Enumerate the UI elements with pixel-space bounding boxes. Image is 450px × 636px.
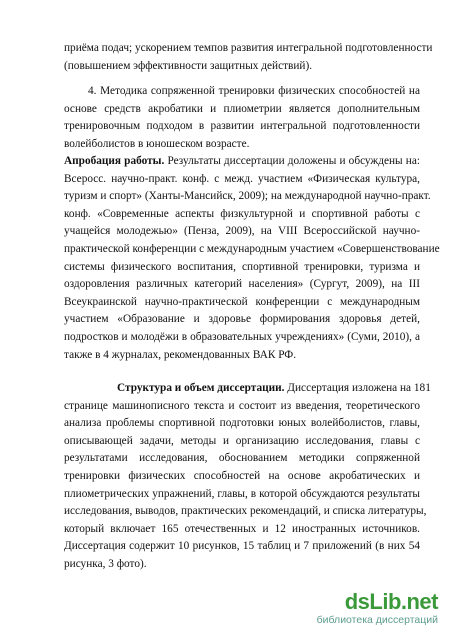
line-text: описывающей задачи, методы и организацию исследования, главы с — [64, 434, 420, 447]
text-line — [64, 153, 420, 171]
line-text: анализа проблемы спортивной подготовки юных волейболистов, главы, — [64, 417, 420, 430]
text-line — [64, 433, 420, 451]
text-line — [64, 118, 420, 136]
text-line — [64, 329, 420, 347]
paragraph-item4 — [64, 83, 420, 153]
line-text: также в 4 журналах, рекомендованных ВАК РФ. — [64, 348, 297, 361]
text-line — [64, 415, 420, 433]
line-text: плиометрических упражнений, главы, в которой обсуждаются результаты — [64, 487, 420, 500]
text-line — [64, 259, 420, 277]
text-line — [64, 206, 420, 224]
text-line — [64, 83, 420, 101]
bold-lead: Структура и объем диссертации. — [117, 382, 285, 394]
line-text: волейболистов в юношеском возрасте. — [64, 137, 250, 150]
line-text: исследования, выводов, практических рекомендаций, и списка литературы, — [64, 505, 427, 518]
line-text: результатами исследования, обоснованием методики сопряженной — [64, 452, 420, 465]
text-line — [64, 276, 420, 294]
text-line — [64, 101, 420, 119]
line-text: тренировки физических способностей на основе акробатических и — [64, 469, 420, 482]
text-line — [64, 450, 420, 468]
line-text: Результаты диссертации доложены и обсуждены на: — [164, 155, 420, 167]
paragraph-approbation — [64, 153, 440, 364]
line-text: подростков и молодёжи в образовательных учреждениях» (Суми, 2010), а — [64, 330, 420, 343]
line-text: системы физического воспитания, спортивной тренировки, туризма и — [64, 260, 420, 273]
text-line — [64, 380, 431, 398]
watermark — [317, 591, 438, 627]
text-line — [64, 136, 420, 154]
text-line — [64, 171, 420, 189]
line-text: (повышением эффективности защитных действий). — [64, 59, 313, 72]
text-line — [64, 347, 420, 365]
paragraph-top — [64, 40, 433, 75]
text-line — [64, 58, 420, 76]
text-line — [64, 241, 440, 259]
line-text: участием «Образование и здоровье формирования здоровья детей, — [64, 313, 420, 326]
line-text: туризм и спорт» (Ханты-Мансийск, 2009); на международной научно-практ. — [64, 190, 431, 203]
line-text: Всеросс. научно-практ. конф. с межд. участием «Физическая культура, — [64, 172, 420, 185]
text-line — [64, 486, 420, 504]
line-text: конф. «Современные аспекты физкультурной и спортивной работы с — [64, 207, 420, 220]
line-text: который включает 165 отечественных и 12 иностранных источников. — [64, 522, 420, 535]
text-line — [64, 398, 420, 416]
watermark-subtitle: библиотека диссертаций — [316, 614, 438, 626]
text-line — [64, 556, 420, 574]
line-text: Всеукраинской научно-практической конференции с международным — [64, 295, 420, 308]
line-text: рисунка, 3 фото). — [64, 557, 147, 570]
text-line — [64, 538, 420, 556]
line-text: приёма подач; ускорением темпов развития интегральной подготовленности — [64, 42, 433, 54]
line-text: тренировочным подходом в развитии интегральной подготовленности — [64, 120, 420, 133]
text-line — [64, 521, 420, 539]
line-text: учащейся молодежью» (Пенза, 2009), на VIII Всероссийской научно- — [64, 225, 420, 238]
line-text: оздоровления различных категорий населения» (Сургут, 2009), на III — [64, 278, 420, 291]
bold-lead: Апробация работы. — [64, 155, 165, 167]
line-text: Диссертация изложена на 181 — [284, 382, 431, 394]
watermark-logo: dsLib.net — [344, 589, 438, 614]
text-line — [64, 468, 420, 486]
text-line — [64, 40, 433, 58]
paragraph-structure — [64, 380, 431, 574]
text-line — [64, 503, 427, 521]
line-text: 4. Методика сопряженной тренировки физических способностей на — [88, 85, 420, 97]
text-line — [64, 294, 420, 312]
line-text: Диссертация содержит 10 рисунков, 15 таблиц и 7 приложений (в них 54 — [64, 540, 420, 553]
text-line — [64, 223, 420, 241]
line-text: странице машинописного текста и состоит из введения, теоретического — [64, 399, 420, 412]
line-text: практической конференции с международным участием «Совершенствование — [64, 242, 440, 255]
text-line — [64, 311, 420, 329]
line-text: основе средств акробатики и плиометрии является дополнительным — [64, 102, 420, 115]
text-line — [64, 188, 431, 206]
